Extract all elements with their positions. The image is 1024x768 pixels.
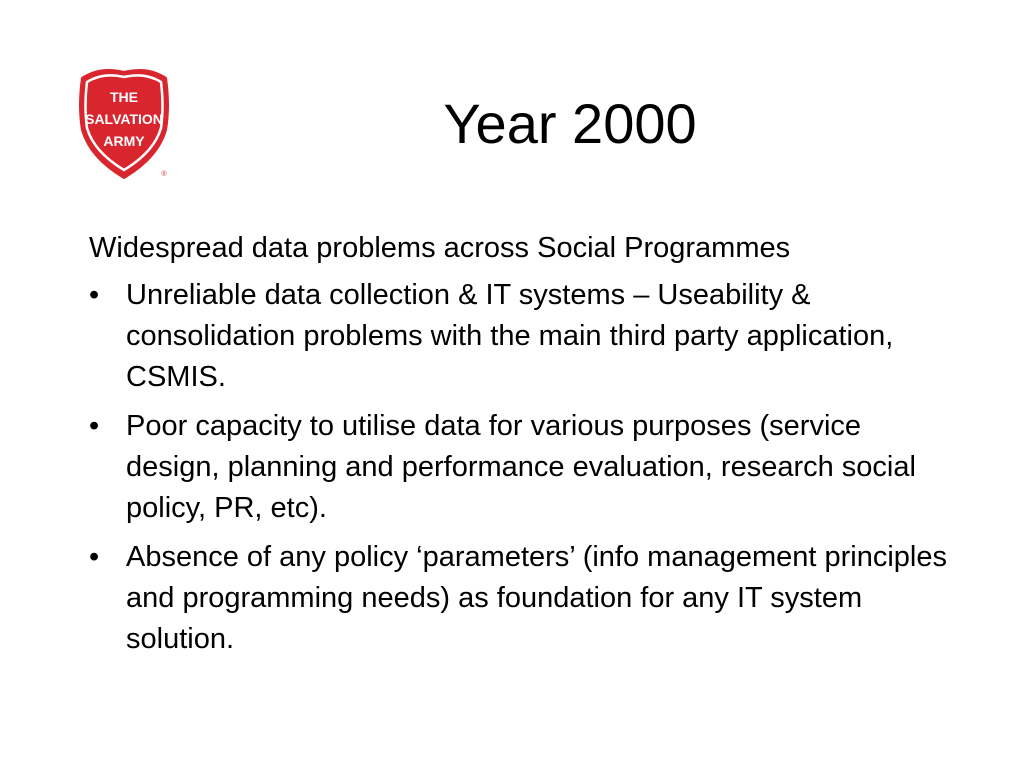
- logo-text-the: THE: [110, 89, 138, 105]
- logo-text-army: ARMY: [103, 133, 145, 149]
- bullet-marker: •: [89, 279, 100, 311]
- slide-title: Year 2000: [443, 92, 697, 155]
- bullet-text: Unreliable data collection & IT systems – Useability & consolidation problems with the main third party application, CSMIS.: [126, 279, 894, 393]
- intro-text: Widespread data problems across Social Programmes: [89, 232, 791, 264]
- logo-text-salvation: SALVATION: [85, 111, 163, 127]
- bullet-marker: •: [89, 541, 100, 573]
- bullet-item: [89, 406, 959, 529]
- bullet-marker: •: [89, 410, 100, 442]
- bullet-item: [89, 275, 959, 398]
- bullet-text: Absence of any policy ‘parameters’ (info management principles and programming needs) as foundation for any IT system solution.: [126, 541, 948, 655]
- bullet-item: [89, 537, 959, 660]
- registered-mark: ®: [161, 171, 167, 178]
- bullet-text: Poor capacity to utilise data for various purposes (service design, planning and performance evaluation, research social policy, PR, etc).: [126, 410, 916, 524]
- slide-body: [89, 228, 959, 668]
- bullet-list: [89, 275, 959, 660]
